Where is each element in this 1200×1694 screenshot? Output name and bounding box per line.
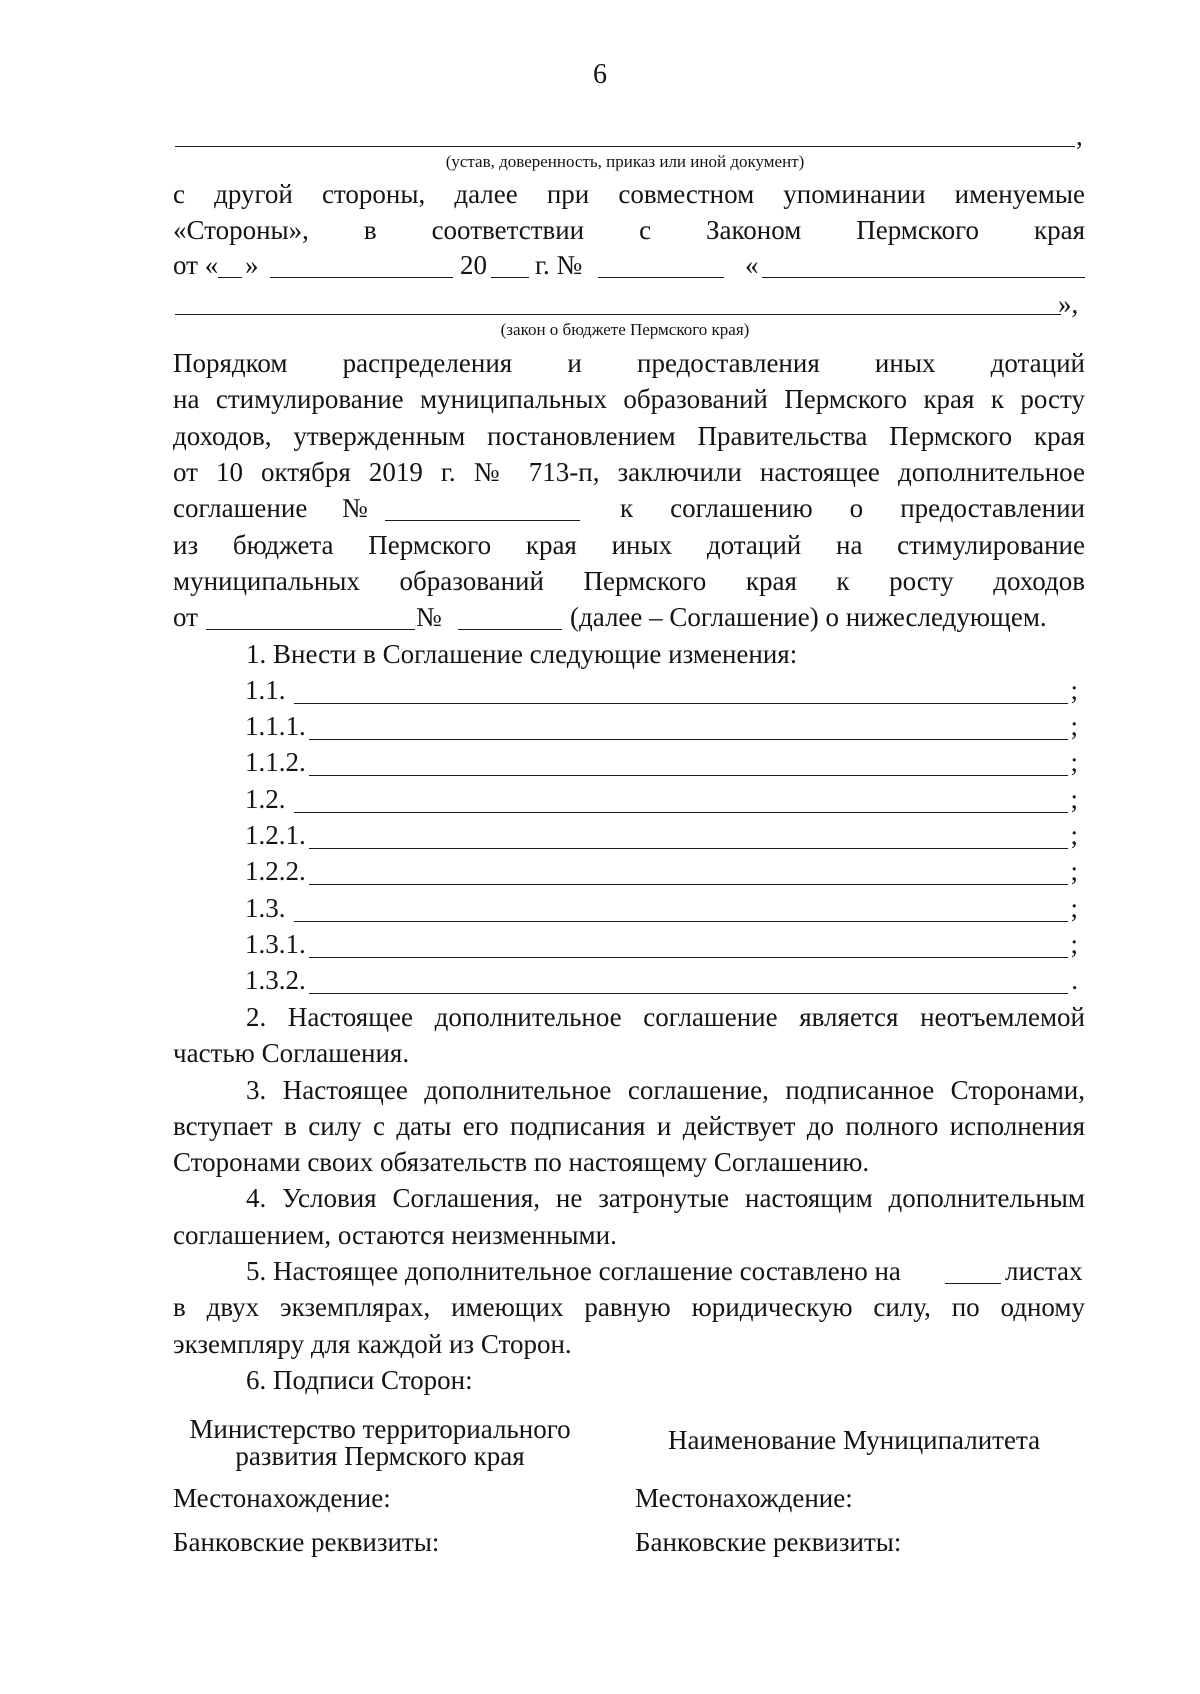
from-date-blank	[206, 604, 415, 630]
item-number: 1.1.	[245, 675, 286, 705]
list-item	[245, 890, 1078, 926]
body-line-1: Порядком распределения и предоставления иных дотаций	[173, 348, 1085, 378]
item-end: ;	[1070, 675, 1078, 705]
item-end: ;	[1070, 784, 1078, 814]
body-line-4: от 10 октября 2019 г. № 713-п, заключили настоящее дополнительное	[173, 457, 1085, 487]
law-title-blank-2	[175, 294, 1061, 315]
law-from: от «	[173, 250, 219, 280]
item-blank-line	[309, 859, 1068, 885]
law-year-suffix: г. №	[535, 250, 583, 280]
list-item	[245, 744, 1078, 780]
line-end-comma: ,	[1076, 121, 1083, 151]
right-location-label: Местонахождение:	[635, 1483, 853, 1513]
right-bank-label: Банковские реквизиты:	[635, 1527, 902, 1557]
signature-left-title-line-1: Министерство территориального	[189, 1414, 571, 1444]
law-quote-close: »	[245, 250, 259, 280]
law-month-blank	[270, 252, 453, 278]
intro-line-2: «Стороны», в соответствии с Законом Пермского края	[173, 215, 1085, 245]
law-open-quote: «	[745, 250, 759, 280]
from-number-sign: №	[416, 602, 442, 632]
clause-2-line-1: 2. Настоящее дополнительное соглашение является неотъемлемой	[246, 1002, 1085, 1032]
signature-left-title-line-2: развития Пермского края	[235, 1441, 525, 1471]
item-number: 1.1.2.	[245, 747, 306, 777]
item-blank-line	[309, 714, 1068, 740]
item-blank-line	[309, 932, 1068, 958]
intro-line-1: с другой стороны, далее при совместном упоминании именуемые	[173, 179, 1085, 209]
item-end: ;	[1070, 893, 1078, 923]
body-line-2: на стимулирование муниципальных образований Пермского края к росту	[173, 384, 1085, 414]
item-blank-line	[294, 678, 1068, 704]
signature-left-title	[170, 1416, 590, 1470]
item-number: 1.3.1.	[245, 929, 306, 959]
agreement-rest: к соглашению о предоставлении	[620, 493, 1085, 523]
agreement-start: соглашение №	[173, 493, 368, 523]
clause-5-end: листах	[1005, 1256, 1083, 1286]
body-line-3: доходов, утвержденным постановлением Правительства Пермского края	[173, 421, 1085, 451]
clause-6: 6. Подписи Сторон:	[246, 1365, 473, 1395]
body-line-6: муниципальных образований Пермского края к росту доходов	[173, 566, 1085, 596]
item-end: ;	[1070, 820, 1078, 850]
item-end: ;	[1070, 711, 1078, 741]
page-number: 6	[593, 59, 607, 90]
clause-5-line-3: экземпляру для каждой из Сторон.	[173, 1329, 572, 1359]
item-number: 1.2.2.	[245, 856, 306, 886]
item-number: 1.3.	[245, 893, 286, 923]
item-number: 1.2.	[245, 784, 286, 814]
caption-law: (закон о бюджете Пермского края)	[500, 320, 750, 339]
item-blank-line	[294, 787, 1068, 813]
item-number: 1.1.1.	[245, 711, 306, 741]
clause-4-line-2: соглашением, остаются неизменными.	[173, 1220, 617, 1250]
list-item	[245, 672, 1078, 708]
law-line-end: »,	[1058, 289, 1079, 319]
left-bank-label: Банковские реквизиты:	[173, 1527, 440, 1557]
caption-document: (устав, доверенность, приказ или иной документ)	[445, 152, 805, 171]
item-end: ;	[1070, 856, 1078, 886]
item-blank-line	[309, 823, 1068, 849]
agreement-number-blank	[385, 495, 580, 521]
body-line-5: из бюджета Пермского края иных дотаций на стимулирование	[173, 530, 1085, 560]
law-year-blank	[491, 252, 529, 278]
clause-1: 1. Внести в Соглашение следующие изменения:	[246, 639, 798, 669]
sheets-count-blank	[945, 1258, 1001, 1284]
from-rest: (далее – Соглашение) о нижеследующем.	[570, 602, 1047, 632]
list-item	[245, 708, 1078, 744]
clause-5-line-2: в двух экземплярах, имеющих равную юридическую силу, по одному	[173, 1292, 1085, 1322]
clause-2-line-2: частью Соглашения.	[173, 1038, 410, 1068]
list-item	[245, 962, 1078, 998]
signature-right-title: Наименование Муниципалитета	[668, 1425, 1041, 1455]
document-blank-line	[175, 126, 1075, 147]
list-item	[245, 781, 1078, 817]
item-number: 1.2.1.	[245, 820, 306, 850]
clause-3-line-3: Сторонами своих обязательств по настоящему Соглашению.	[173, 1147, 870, 1177]
item-number: 1.3.2.	[245, 965, 306, 995]
clause-3-line-2: вступает в силу с даты его подписания и действует до полного исполнения	[173, 1111, 1085, 1141]
item-blank-line	[309, 968, 1068, 994]
item-end: ;	[1070, 747, 1078, 777]
item-end: .	[1071, 965, 1078, 995]
list-item	[245, 926, 1078, 962]
item-blank-line	[294, 896, 1068, 922]
left-location-label: Местонахождение:	[173, 1483, 391, 1513]
item-blank-line	[309, 750, 1068, 776]
law-year: 20	[460, 250, 487, 280]
law-title-blank	[762, 252, 1085, 278]
clause-3-line-1: 3. Настоящее дополнительное соглашение, подписанное Сторонами,	[246, 1075, 1085, 1105]
from-label: от	[173, 602, 198, 632]
law-number-blank	[598, 252, 724, 278]
list-item	[245, 853, 1078, 889]
clause-4-line-1: 4. Условия Соглашения, не затронутые настоящим дополнительным	[246, 1183, 1085, 1213]
law-day-blank	[218, 252, 242, 278]
clause-5-start: 5. Настоящее дополнительное соглашение составлено на	[246, 1256, 901, 1286]
from-number-blank	[458, 604, 562, 630]
list-item	[245, 817, 1078, 853]
item-end: ;	[1070, 929, 1078, 959]
